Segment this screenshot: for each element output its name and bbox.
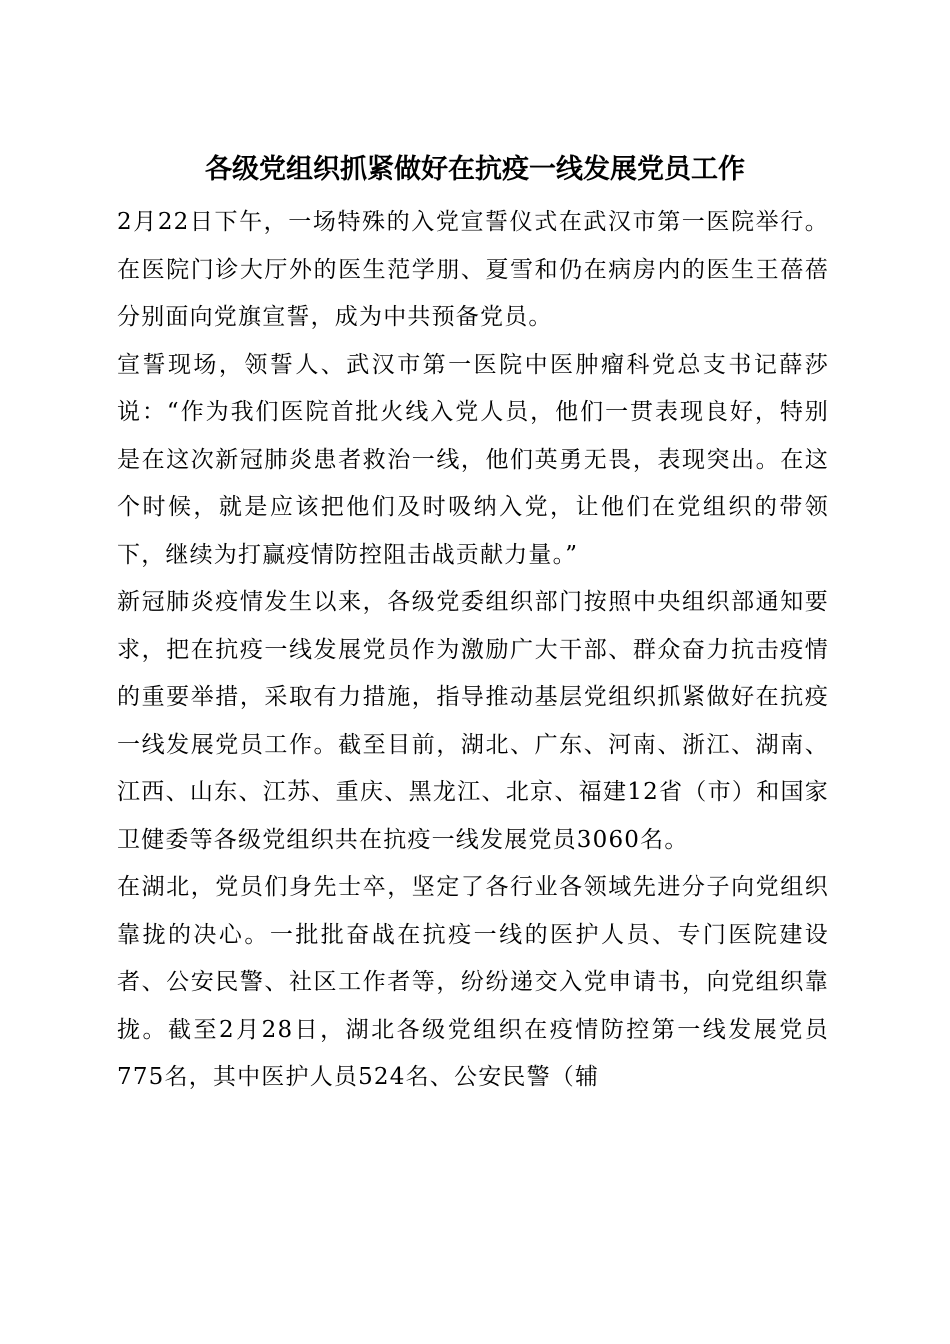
paragraph: 在湖北，党员们身先士卒，坚定了各行业各领域先进分子向党组织靠拢的决心。一批批奋战在抗疫一线的医护人员、专门医院建设者、公安民警、社区工作者等，纷纷递交入党申请书，向党组织靠拢。截至2月28日，湖北各级党组织在疫情防控第一线发展党员775名，其中医护人员524名、公安民警（辅 xyxy=(117,874,829,1090)
paragraph: 新冠肺炎疫情发生以来，各级党委组织部门按照中央组织部通知要求，把在抗疫一线发展党员作为激励广大干部、群众奋力抗击疫情的重要举措，采取有力措施，指导推动基层党组织抓紧做好在抗疫一线发展党员工作。截至目前，湖北、广东、河南、浙江、湖南、江西、山东、江苏、重庆、黑龙江、北京、福建12省（市）和国家卫健委等各级党组织共在抗疫一线发展党员3060名。 xyxy=(117,589,829,853)
document-body xyxy=(117,199,829,1102)
paragraph: 2月22日下午，一场特殊的入党宣誓仪式在武汉市第一医院举行。在医院门诊大厅外的医生范学朋、夏雪和仍在病房内的医生王蓓蓓分别面向党旗宣誓，成为中共预备党员。 xyxy=(117,209,829,330)
document-title: 各级党组织抓紧做好在抗疫一线发展党员工作 xyxy=(205,154,745,185)
paragraph: 宣誓现场，领誓人、武汉市第一医院中医肿瘤科党总支书记薛莎说：“作为我们医院首批火线入党人员，他们一贯表现良好，特别是在这次新冠肺炎患者救治一线，他们英勇无畏，表现突出。在这个时候，就是应该把他们及时吸纳入党，让他们在党组织的带领下，继续为打赢疫情防控阻击战贡献力量。” xyxy=(117,351,829,568)
